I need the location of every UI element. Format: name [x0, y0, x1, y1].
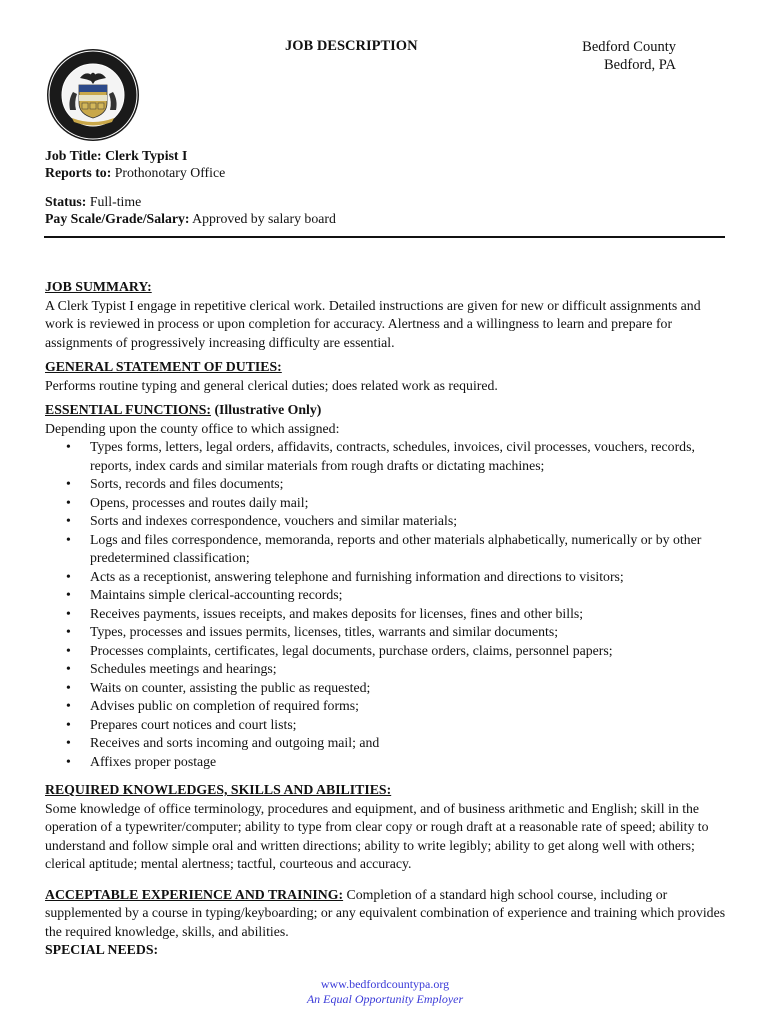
job-title-value: Clerk Typist I: [105, 148, 188, 163]
experience-text: Completion of a standard high school course, including or supplemented by a course in typing/keyboarding; or any equivalent combination of experience and training which provides the required knowledge, skills, and abilities.: [45, 886, 726, 939]
list-item: • Acts as a receptionist, answering telephone and furnishing information and directions to visitors;: [90, 568, 727, 587]
pay-row: [45, 210, 336, 227]
pay-label: Pay Scale/Grade/Salary:: [45, 211, 190, 226]
document-title: JOB DESCRIPTION: [285, 38, 418, 54]
footer: [0, 977, 770, 1007]
list-item: • Receives payments, issues receipts, and makes deposits for licenses, fines and other bills;: [90, 605, 727, 624]
divider: [44, 236, 725, 238]
list-item: • Affixes proper postage: [90, 753, 727, 772]
special-needs-heading: SPECIAL NEEDS:: [45, 942, 159, 957]
list-item: • Maintains simple clerical-accounting records;: [90, 586, 727, 605]
experience-section: [45, 886, 727, 942]
list-item: • Types, processes and issues permits, licenses, titles, warrants and similar documents;: [90, 623, 727, 642]
county-location: Bedford, PA: [604, 57, 676, 73]
county-name: Bedford County: [582, 39, 676, 55]
list-item: • Opens, processes and routes daily mail;: [90, 494, 727, 513]
county-header: [560, 38, 676, 74]
list-item: • Prepares court notices and court lists;: [90, 716, 727, 735]
list-item: • Processes complaints, certificates, legal documents, purchase orders, claims, personnel papers;: [90, 642, 727, 661]
list-item: • Sorts, records and files documents;: [90, 475, 727, 494]
job-title-row: [45, 147, 336, 164]
required-text: Some knowledge of office terminology, procedures and equipment, and of business arithmetic and English; skill in the operation of a typewriter/computer; ability to type from clear copy or rough draft at a reasonable rate of speed; ability to understand and follow simple oral and written directions; ability to write legibly; ability to get along well with others; clerical aptitude; mental alertness; tactful, courteous and accuracy.: [45, 800, 709, 871]
status-value: Full-time: [89, 194, 142, 209]
list-item: • Receives and sorts incoming and outgoing mail; and: [90, 734, 727, 753]
summary-text: A Clerk Typist I engage in repetitive clerical work. Detailed instructions are given for new or difficult assignments and work is reviewed in process or upon completion for accuracy. Alertness and a willingness to learn and prepare for assignments of progressively increasing difficulty are essential.: [45, 297, 701, 350]
essential-section: [45, 401, 727, 771]
document-body: [45, 278, 727, 960]
pay-value: Approved by salary board: [192, 211, 336, 226]
general-text: Performs routine typing and general clerical duties; does related work as required.: [45, 377, 498, 393]
reports-to-label: Reports to:: [45, 165, 112, 180]
job-title-label: Job Title:: [45, 148, 102, 163]
list-item: • Waits on counter, assisting the public as requested;: [90, 679, 727, 698]
essential-heading-row: [45, 401, 727, 420]
general-heading: GENERAL STATEMENT OF DUTIES:: [45, 359, 282, 374]
list-item: • Types forms, letters, legal orders, affidavits, contracts, schedules, invoices, civil processes, vouchers, records, reports, index cards and similar materials from rough drafts or dictating machines;: [90, 438, 727, 475]
county-seal-icon: [46, 48, 140, 142]
list-item: • Sorts and indexes correspondence, vouchers and similar materials;: [90, 512, 727, 531]
required-section: [45, 781, 727, 874]
job-meta: [45, 147, 336, 227]
list-item: • Logs and files correspondence, memoranda, reports and other materials alphabetically, numerically or by other predetermined classification;: [90, 531, 727, 568]
footer-url[interactable]: www.bedfordcountypa.org: [320, 977, 450, 991]
summary-section: [45, 278, 727, 352]
essential-heading: ESSENTIAL FUNCTIONS:: [45, 402, 211, 417]
status-label: Status:: [45, 194, 87, 209]
essential-intro: Depending upon the county office to which assigned:: [45, 420, 340, 436]
general-section: [45, 358, 727, 395]
required-heading: REQUIRED KNOWLEDGES, SKILLS AND ABILITIES:: [45, 782, 392, 797]
status-row: [45, 193, 336, 210]
footer-tagline: An Equal Opportunity Employer: [306, 992, 464, 1006]
essential-heading-suffix: (Illustrative Only): [214, 402, 322, 417]
list-item: • Advises public on completion of required forms;: [90, 697, 727, 716]
experience-heading: ACCEPTABLE EXPERIENCE AND TRAINING:: [45, 886, 344, 902]
essential-list: [45, 438, 727, 771]
list-item: • Schedules meetings and hearings;: [90, 660, 727, 679]
reports-to-value: Prothonotary Office: [114, 165, 226, 180]
reports-to-row: [45, 164, 336, 181]
summary-heading: JOB SUMMARY:: [45, 279, 152, 294]
